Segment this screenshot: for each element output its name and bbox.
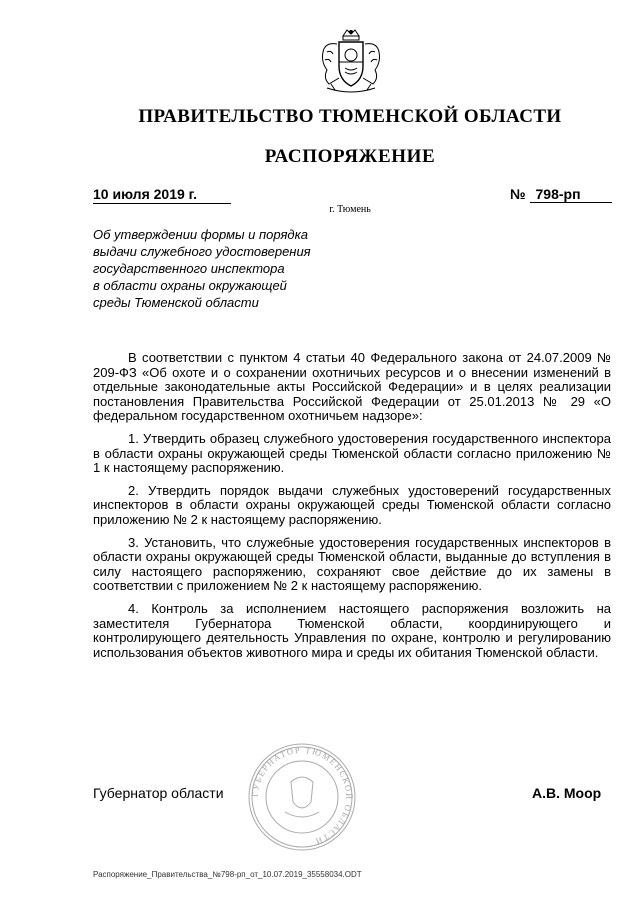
signature-position: Губернатор области bbox=[93, 785, 224, 801]
subject-line: в области охраны окружающей bbox=[93, 278, 287, 293]
clause-1: 1. Утвердить образец служебного удостоверения государственного инспектора в области охраны окружающей среды Тюменской области согласно приложению № 1 к настоящему распоряжению. bbox=[93, 430, 611, 476]
file-footer: Распоряжение_Правительства_№798-рп_от_10.07.2019_35558034.ODT bbox=[93, 870, 362, 879]
number-prefix: № bbox=[510, 186, 526, 202]
subject-line: государственного инспектора bbox=[93, 261, 285, 276]
official-stamp-icon bbox=[247, 742, 357, 852]
document-date: 10 июля 2019 г. bbox=[93, 186, 231, 204]
clause-4: 4. Контроль за исполнением настоящего распоряжения возложить на заместителя Губернатора Тюменской области, координирующего и контролирующего деятельность Управления по охране, контролю и регулированию использования объектов животного мира и среды их обитания Тюменской области. bbox=[93, 600, 611, 660]
document-number bbox=[510, 186, 612, 203]
clause-3: 3. Установить, что служебные удостоверения государственных инспекторов в области охраны окружающей среды Тюменской области, выданные до вступления в силу настоящего распоряжению, сохраняют свое действие до их замены в соответствии с приложением № 2 к настоящему распоряжению. bbox=[93, 534, 611, 594]
clause-2: 2. Утвердить порядок выдачи служебных удостоверений государственных инспекторов в области охраны окружающей среды Тюменской области согласно приложению № 2 к настоящему распоряжению. bbox=[93, 482, 611, 527]
signature-name: А.В. Моор bbox=[532, 785, 602, 801]
subject-line: выдачи служебного удостоверения bbox=[93, 244, 311, 259]
subject-block bbox=[93, 226, 353, 311]
document-body bbox=[93, 351, 611, 668]
number-value: 798-рп bbox=[530, 186, 612, 203]
stamp-text: ГУБЕРНАТОР ТЮМЕНСКОЙ ОБЛАСТИ bbox=[249, 744, 355, 848]
coat-of-arms-icon bbox=[315, 28, 387, 96]
preamble-paragraph: В соответствии с пунктом 4 статьи 40 Федерального закона от 24.07.2009 № 209-ФЗ «Об охоте и о сохранении охотничьих ресурсов и о внесении изменений в отдельные законодательные акты Российской Федерации» и в целях реализации постановления Правительства Российской Федерации от 25.01.2013 № 29 «О федеральном государственном охотничьем надзоре»: bbox=[93, 350, 611, 424]
subject-line: среды Тюменской области bbox=[93, 295, 259, 310]
subject-line: Об утверждении формы и порядка bbox=[93, 227, 308, 242]
city-line: г. Тюмень bbox=[329, 204, 371, 215]
document-type: РАСПОРЯЖЕНИЕ bbox=[264, 146, 436, 167]
government-title: ПРАВИТЕЛЬСТВО ТЮМЕНСКОЙ ОБЛАСТИ bbox=[138, 106, 562, 127]
